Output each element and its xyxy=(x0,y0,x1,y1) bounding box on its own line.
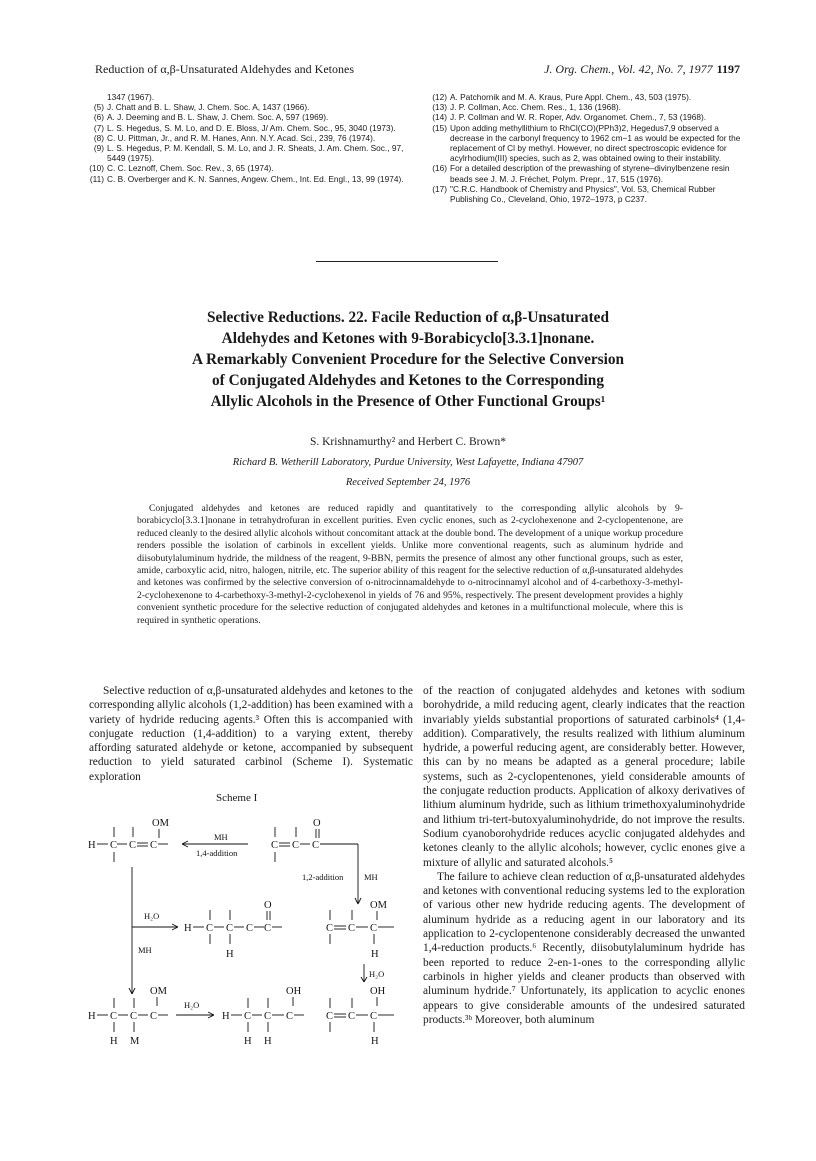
svg-text:C: C xyxy=(246,923,254,934)
svg-text:C: C xyxy=(292,840,300,851)
scheme-label: H xyxy=(226,949,234,960)
svg-text:C: C xyxy=(206,923,214,934)
body-paragraph: of the reaction of conjugated aldehydes and ketones with sodium borohydride, a mild reducing agent, clearly indicates that the reaction invariably yields substantial proportions of saturated carbinols⁴ (1,4-addition). Comparatively, the results realized with lithium aluminum hydride, a powerful reducing agent, are considerably better. However, this can by no means be adapted as a general procedure; labile systems, such as 2-cyclopentenones, yield considerable amounts of the conjugate reduction products. Application of alkoxy derivatives of lithium aluminum hydride, such as lithium trimethoxyaluminohydride and lithium tri-tert-butoxyaluminohydride, do not improve the results. Sodium cyanoborohydride reduces acyclic conjugated aldehydes and ketones cleanly to the allylic alcohols; however, cyclic enones give a mixture of allylic and saturated alcohols.⁵ xyxy=(423,685,745,869)
reference-item: (15) Upon adding methyllithium to RhCl(CO)(PPh3)2, Hegedus7,9 observed a decrease in the carbonyl frequency to 1962 cm−1 as would be expected for the replacement of Cl by methyl. However, no direct spectroscopic evidence for acylrhodium(III) species, such as 2, was obtained owing to their instability. xyxy=(432,122,741,164)
svg-text:C: C xyxy=(150,1011,158,1022)
svg-text:C: C xyxy=(370,1011,378,1022)
svg-text:C: C xyxy=(348,1011,356,1022)
scheme-label: O xyxy=(313,818,321,829)
scheme-label: H xyxy=(222,1011,230,1022)
scheme-label: 1,4-addition xyxy=(196,848,238,858)
received-date: Received September 24, 1976 xyxy=(345,477,471,488)
scheme-label: H xyxy=(371,1036,379,1047)
reference-item: (11) C. B. Overberger and K. N. Sannes, Angew. Chem., Int. Ed. Engl., 13, 99 (1974). xyxy=(89,173,404,184)
svg-text:C: C xyxy=(326,923,334,934)
section-divider xyxy=(316,261,498,262)
svg-text:C: C xyxy=(110,1011,118,1022)
svg-text:C: C xyxy=(271,840,279,851)
scheme-title: Scheme I xyxy=(216,792,258,804)
scheme-label: MH xyxy=(138,945,152,955)
reference-item: (17) "C.R.C. Handbook of Chemistry and Physics", Vol. 53, Chemical Rubber Publishing Co., Cleveland, Ohio, 1972–1973, p C237. xyxy=(432,183,716,205)
article-title xyxy=(120,307,696,412)
scheme-label: H₂O xyxy=(144,911,160,921)
reference-item: (12) A. Patchornik and M. A. Kraus, Pure Appl. Chem., 43, 503 (1975). xyxy=(432,92,692,102)
scheme-label: H₂O xyxy=(369,969,385,979)
svg-text:C: C xyxy=(264,923,272,934)
scheme-label: MH xyxy=(364,872,378,882)
svg-text:C: C xyxy=(370,923,378,934)
svg-text:C: C xyxy=(326,1011,334,1022)
svg-text:C: C xyxy=(286,1011,294,1022)
scheme-label: H xyxy=(184,923,192,934)
scheme-label: OH xyxy=(370,986,386,997)
scheme-label: O xyxy=(264,900,272,911)
reference-item: 1347 (1967). xyxy=(107,92,155,102)
title-line: Allylic Alcohols in the Presence of Other Functional Groups¹ xyxy=(210,393,606,410)
reference-item: (7) L. S. Hegedus, S. M. Lo, and D. E. Bloss, J/ Am. Chem. Soc., 95, 3040 (1973). xyxy=(93,122,396,133)
scheme-label: H xyxy=(110,1036,118,1047)
reference-item: (14) J. P. Collman and W. R. Roper, Adv. Organomet. Chem., 7, 53 (1968). xyxy=(432,112,707,123)
scheme-label: OM xyxy=(152,818,169,829)
scheme-label: OM xyxy=(370,900,387,911)
running-title: Reduction of α,β-Unsaturated Aldehydes and Ketones xyxy=(95,62,354,76)
reference-item: (5) J. Chatt and B. L. Shaw, J. Chem. Soc. A, 1437 (1966). xyxy=(93,102,310,113)
authors: S. Krishnamurthy² and Herbert C. Brown* xyxy=(309,436,507,448)
svg-text:C: C xyxy=(264,1011,272,1022)
reaction-scheme xyxy=(88,812,408,1047)
reference-item: (10) C. C. Leznoff, Chem. Soc. Rev., 3, 65 (1974). xyxy=(89,163,274,174)
body-paragraph: Selective reduction of α,β-unsaturated aldehydes and ketones to the corresponding allylic alcohols (1,2-addition) has been examined with a variety of hydride reducing agents.³ Often this is accompanied with conjugate reduction (1,4-addition) to a varying extent, thereby affording saturated aldehyde or ketone, accompanied by subsequent reduction to yield saturated carbinol (Scheme I). Systematic exploration xyxy=(89,685,413,783)
journal-citation xyxy=(544,62,740,77)
reference-item: (13) J. P. Collman, Acc. Chem. Res., 1, 136 (1968). xyxy=(432,102,621,113)
title-line: A Remarkably Convenient Procedure for the Selective Conversion xyxy=(191,351,625,368)
title-line: Selective Reductions. 22. Facile Reduction of α,β-Unsaturated xyxy=(207,309,609,326)
svg-text:C: C xyxy=(244,1011,252,1022)
svg-text:C: C xyxy=(110,840,118,851)
svg-text:C: C xyxy=(312,840,320,851)
scheme-label: H xyxy=(244,1036,252,1047)
body-column-right xyxy=(423,684,745,1027)
scheme-label: OH xyxy=(286,986,302,997)
svg-text:C: C xyxy=(150,840,158,851)
svg-text:C: C xyxy=(129,840,137,851)
scheme-label: 1,2-addition xyxy=(302,872,344,882)
scheme-label: H xyxy=(371,949,379,960)
scheme-label: H xyxy=(88,1011,96,1022)
scheme-label: OM xyxy=(150,986,167,997)
reference-item: (9) L. S. Hegedus, P. M. Kendall, S. M. Lo, and J. R. Sheats, J. Am. Chem. Soc., 97, 5449 (1975). xyxy=(93,143,404,164)
journal-name: J. Org. Chem., Vol. 42, No. 7, 1977 xyxy=(544,62,713,76)
title-line: Aldehydes and Ketones with 9-Borabicyclo[3.3.1]nonane. xyxy=(221,330,595,347)
body-paragraph: The failure to achieve clean reduction of α,β-unsaturated aldehydes and ketones with conventional reducing systems led to the exploration of various other new hydride reducing agents. The development of aluminum hydride as a reducing agent in our laboratory and its application to 2-cyclopentenone considerably decreased the unwanted 1,4-reduction products.⁶ Recently, diisobutylaluminum hydride has been reported to reduce 2-en-1-ones to the corresponding allylic carbinols in higher yields and cleaner products than observed with aluminum hydride.⁷ Unfortunately, its application to acyclic enones appears to give considerable amounts of the undesired saturated products.³ᵇ Moreover, both aluminum xyxy=(423,870,745,1026)
scheme-label: H xyxy=(88,840,96,851)
references-right xyxy=(427,92,741,204)
reference-item: (16) For a detailed description of the prewashing of styrene–divinylbenzene resin beads see J. M. J. Fréchet, Polym. Prepr., 17, 515 (1976). xyxy=(432,163,730,184)
svg-text:C: C xyxy=(226,923,234,934)
affiliation: Richard B. Wetherill Laboratory, Purdue University, West Lafayette, Indiana 47907 xyxy=(232,457,584,468)
body-column-left xyxy=(89,684,413,784)
title-line: of Conjugated Aldehydes and Ketones to the Corresponding xyxy=(212,372,604,389)
references-left xyxy=(84,92,416,184)
scheme-label: MH xyxy=(214,832,228,842)
reference-item: (8) C. U. Pittman, Jr., and R. M. Hanes, Ann. N.Y. Acad. Sci., 239, 76 (1974). xyxy=(93,132,376,143)
abstract: Conjugated aldehydes and ketones are reduced rapidly and quantitatively to the corresponding allylic alcohols by 9-borabicyclo[3.3.1]nonane in tetrahydrofuran in excellent purities. Even cyclic enones, such as 2-cyclohexenone and 2-cyclopentenone, are reduced cleanly to the desired allylic alcohols without concomitant attack at the double bond. The development of a unique workup procedure renders possible the isolation of carbinols in excellent yields. Unlike more conventional reagents, such as aluminum hydride and diisobutylaluminum hydride, the mildness of the reagent, 9-BBN, permits the presence of almost any other functional groups, such as ester, amide, carboxylic acid, nitro, halogen, nitrile, etc. The superior ability of this reagent for the selective reduction of α,β-unsaturated aldehydes and ketones was confirmed by the selective conversion of o-nitrocinnamaldehyde to o-nitrocinnamyl alcohol and of 4-carbethoxy-3-methyl-2-cyclohexenone to 4-carbethoxy-3-methyl-2-cyclohexenol in yields of 76 and 95%, respectively. The present development provides a highly convenient synthetic procedure for the selective reduction of conjugated aldehydes and ketones in a multifunctional molecule, where this is required in synthetic operations. xyxy=(137,503,683,626)
scheme-label: M xyxy=(130,1036,140,1047)
scheme-label: H xyxy=(264,1036,272,1047)
svg-text:C: C xyxy=(130,1011,138,1022)
svg-text:C: C xyxy=(348,923,356,934)
page-number: 1197 xyxy=(716,62,740,76)
scheme-label: H₂O xyxy=(184,1000,200,1010)
reference-item: (6) A. J. Deeming and B. L. Shaw, J. Chem. Soc. A, 597 (1969). xyxy=(93,112,329,123)
